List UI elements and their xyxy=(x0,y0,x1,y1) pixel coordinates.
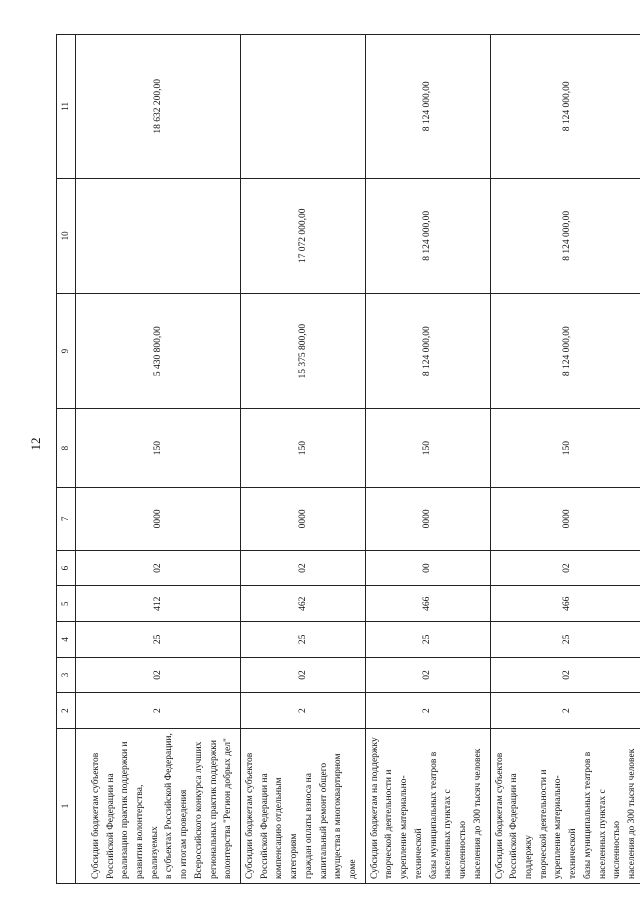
table-cell: 8 124 000,00 xyxy=(365,293,490,408)
header-cell: 11 xyxy=(57,35,76,179)
header-cell: 3 xyxy=(57,657,76,693)
budget-table xyxy=(56,34,640,884)
table-row xyxy=(241,35,366,884)
table-cell: 150 xyxy=(490,409,640,488)
table-cell: 25 xyxy=(365,622,490,658)
table-cell: 25 xyxy=(76,622,241,658)
table-cell: 2 xyxy=(365,693,490,729)
header-cell: 9 xyxy=(57,293,76,408)
table-cell: 02 xyxy=(365,657,490,693)
table-cell: 8 124 000,00 xyxy=(490,178,640,293)
table-cell xyxy=(76,178,241,293)
table-cell: 2 xyxy=(76,693,241,729)
table-cell: 412 xyxy=(76,586,241,622)
table-cell: 02 xyxy=(76,550,241,586)
table-row xyxy=(76,35,241,884)
header-cell: 7 xyxy=(57,487,76,550)
description-cell: Субсидии бюджетам субъектов Российской Федерации на компенсацию отдельным категориям граждан оплаты взноса на капитальный ремонт общего имущества в многоквартирном доме xyxy=(241,728,366,883)
table-cell: 02 xyxy=(76,657,241,693)
table-cell: 462 xyxy=(241,586,366,622)
table-cell: 15 375 800,00 xyxy=(241,293,366,408)
table-cell: 150 xyxy=(76,409,241,488)
table-cell: 0000 xyxy=(365,487,490,550)
table-cell: 8 124 000,00 xyxy=(365,178,490,293)
table-cell: 0000 xyxy=(490,487,640,550)
table-cell: 17 072 000,00 xyxy=(241,178,366,293)
table-cell: 02 xyxy=(241,657,366,693)
table-cell: 25 xyxy=(490,622,640,658)
rotated-table-wrapper xyxy=(56,34,637,884)
description-cell: Субсидии бюджетам субъектов Российской Федерации на поддержку творческой деятельности и укрепление материально-технической базы муниципальных театров в населенных пунктах с численностью населения до 300 тысяч человек xyxy=(490,728,640,883)
table-cell: 18 632 200,00 xyxy=(76,35,241,179)
description-cell: Субсидии бюджетам субъектов Российской Федерации на реализацию практик поддержки и развития волонтерства, реализуемых в субъектах Российской Федерации, по итогам проведения Всероссийского конкурса лучших региональных практик поддержки волонтерства "Регион добрых дел" xyxy=(76,728,241,883)
header-cell: 1 xyxy=(57,728,76,883)
table-cell: 0000 xyxy=(241,487,366,550)
page-number: 12 xyxy=(28,437,43,451)
table-cell: 5 430 800,00 xyxy=(76,293,241,408)
table-cell: 2 xyxy=(490,693,640,729)
table-cell: 150 xyxy=(241,409,366,488)
table-cell: 466 xyxy=(490,586,640,622)
table-cell: 00 xyxy=(365,550,490,586)
header-cell: 5 xyxy=(57,586,76,622)
table-cell: 150 xyxy=(365,409,490,488)
table-cell: 8 124 000,00 xyxy=(490,293,640,408)
header-row xyxy=(57,35,76,884)
table-row xyxy=(490,35,640,884)
table-cell: 25 xyxy=(241,622,366,658)
table-row xyxy=(365,35,490,884)
header-cell: 6 xyxy=(57,550,76,586)
header-cell: 4 xyxy=(57,622,76,658)
table-cell: 02 xyxy=(490,657,640,693)
table-cell: 2 xyxy=(241,693,366,729)
table-cell: 02 xyxy=(490,550,640,586)
table-cell: 0000 xyxy=(76,487,241,550)
header-cell: 10 xyxy=(57,178,76,293)
table-cell xyxy=(241,35,366,179)
table-cell: 02 xyxy=(241,550,366,586)
table-cell: 8 124 000,00 xyxy=(490,35,640,179)
header-cell: 2 xyxy=(57,693,76,729)
table-cell: 466 xyxy=(365,586,490,622)
header-cell: 8 xyxy=(57,409,76,488)
description-cell: Субсидии бюджетам на поддержку творческой деятельности и укрепление материально-технической базы муниципальных театров в населенных пунктах с численностью населения до 300 тысяч человек xyxy=(365,728,490,883)
table-cell: 8 124 000,00 xyxy=(365,35,490,179)
